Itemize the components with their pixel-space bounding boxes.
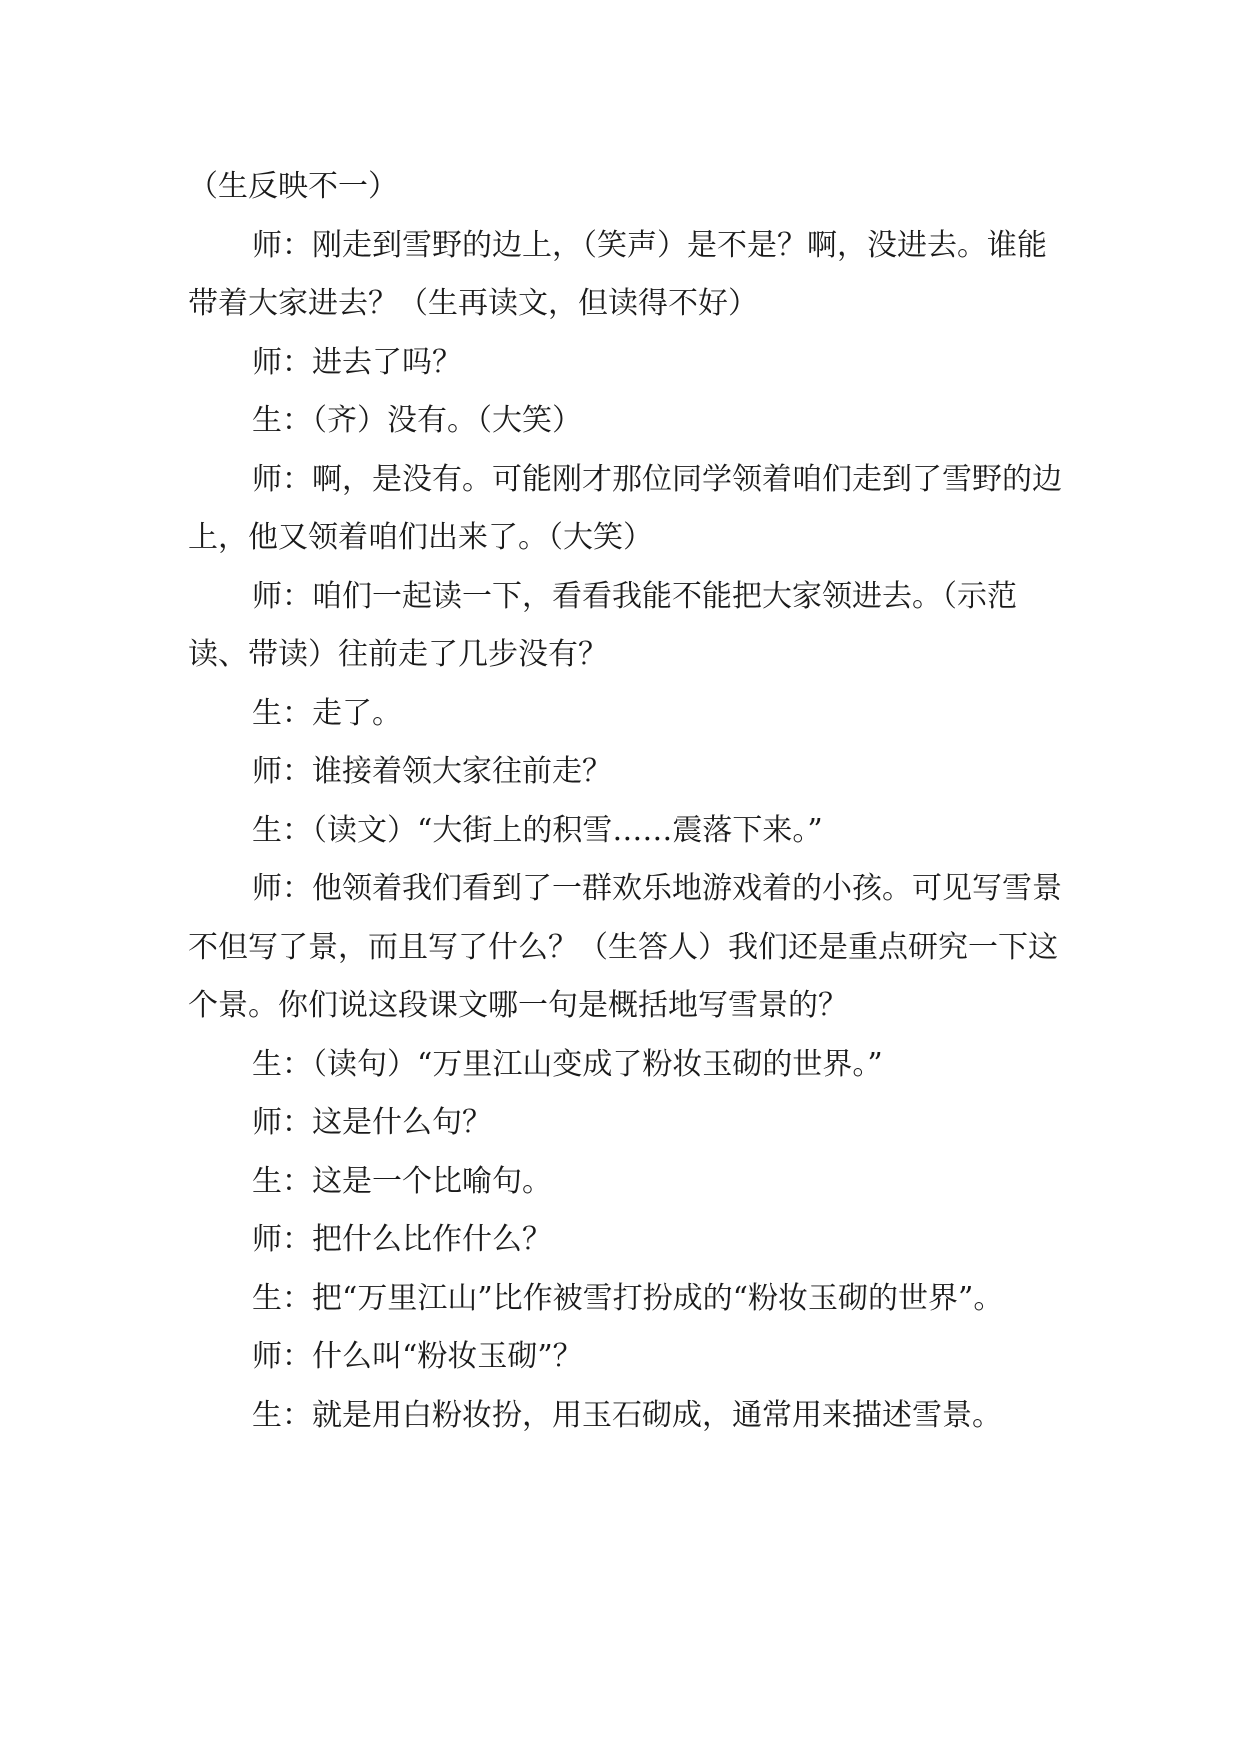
paragraph-5: 师：啊，是没有。可能刚才那位同学领着咱们走到了雪野的边上，他又领着咱们出来了。（大笑） bbox=[188, 461, 1062, 555]
paragraph-17: 生：就是用白粉妆扮，用玉石砌成，通常用来描述雪景。 bbox=[252, 1397, 1002, 1433]
paragraph-12: 师：这是什么句？ bbox=[252, 1105, 492, 1140]
paragraph-7: 生：走了。 bbox=[252, 695, 402, 731]
paragraph-1: （生反映不一） bbox=[188, 169, 398, 204]
paragraph-9: 生：（读文）“大街上的积雪……震落下来。” bbox=[252, 812, 823, 848]
paragraph-15: 生：把“万里江山”比作被雪打扮成的“粉妆玉砌的世界”。 bbox=[252, 1280, 1004, 1316]
paragraph-11: 生：（读句）“万里江山变成了粉妆玉砌的世界。” bbox=[252, 1046, 883, 1082]
document-body bbox=[188, 158, 1068, 1445]
paragraph-8: 师：谁接着领大家往前走？ bbox=[252, 754, 612, 789]
paragraph-16: 师：什么叫“粉妆玉砌”？ bbox=[252, 1339, 583, 1374]
paragraph-13: 生：这是一个比喻句。 bbox=[252, 1163, 552, 1199]
paragraph-14: 师：把什么比作什么？ bbox=[252, 1222, 552, 1257]
paragraph-6: 师：咱们一起读一下，看看我能不能把大家领进去。（示范读、带读）往前走了几步没有？ bbox=[188, 578, 1017, 672]
paragraph-10: 师：他领着我们看到了一群欢乐地游戏着的小孩。可见写雪景不但写了景，而且写了什么？（生答人）我们还是重点研究一下这个景。你们说这段课文哪一句是概括地写雪景的？ bbox=[188, 871, 1062, 1023]
paragraph-3: 师：进去了吗？ bbox=[252, 344, 462, 380]
paragraph-2: 师：刚走到雪野的边上，（笑声）是不是？啊，没进去。谁能带着大家进去？（生再读文，但读得不好） bbox=[188, 227, 1047, 321]
paragraph-4: 生：（齐）没有。（大笑） bbox=[252, 403, 582, 438]
